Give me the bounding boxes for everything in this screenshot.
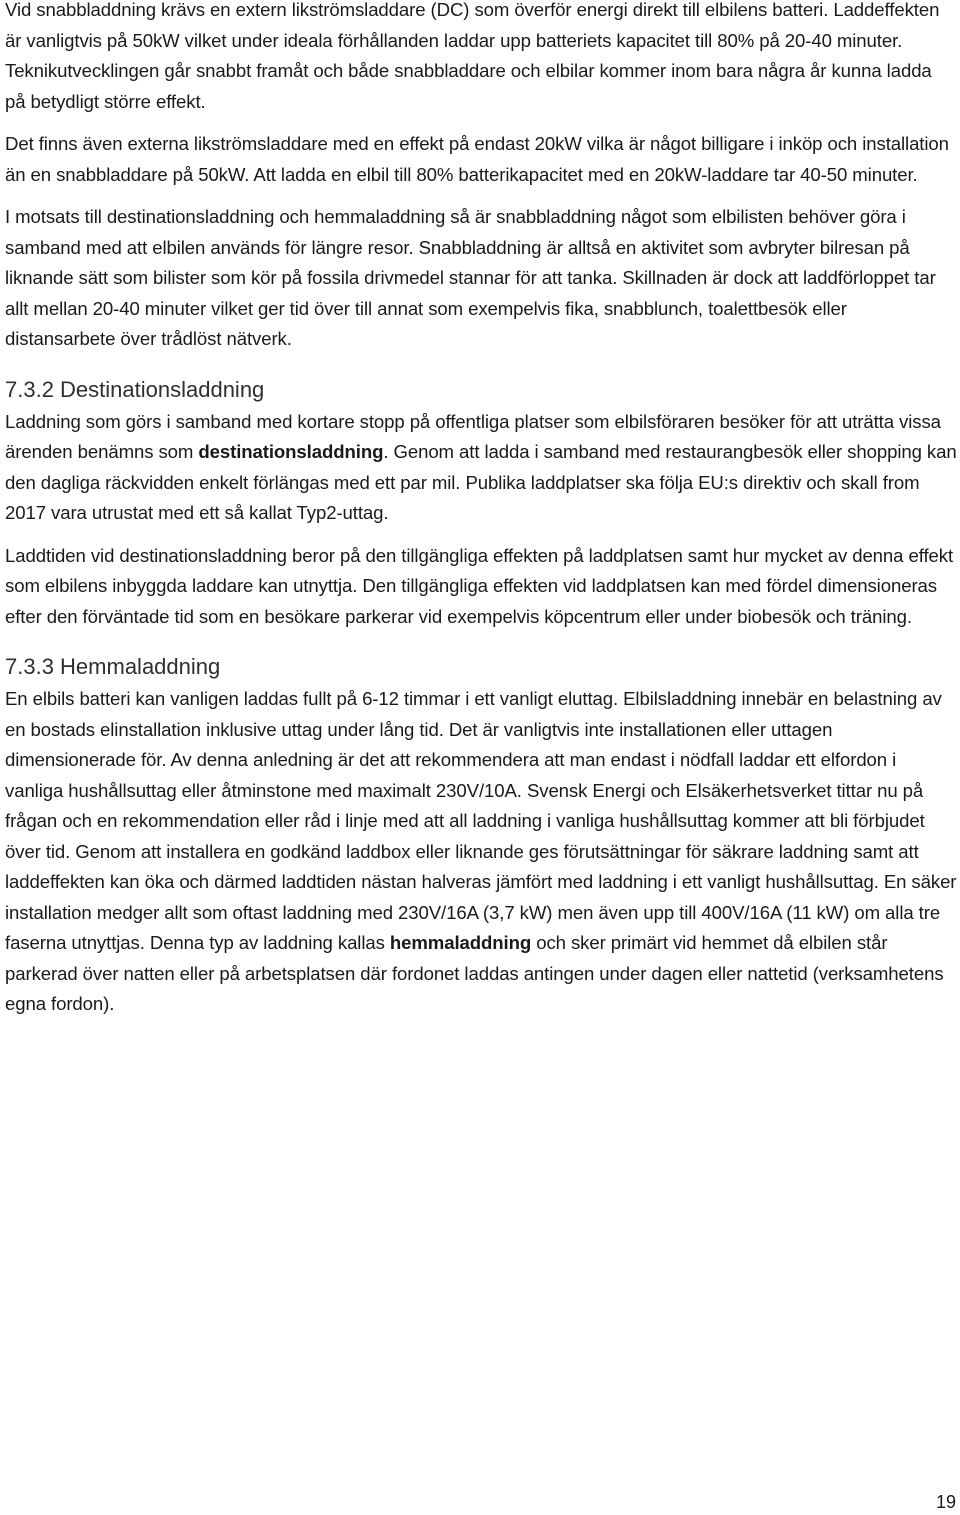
- paragraph-fast-charging-20kw: [5, 129, 957, 190]
- section-heading-home-charging: 7.3.3 Hemmaladdning: [5, 654, 221, 679]
- text-fragment: En elbils batteri kan vanligen laddas fullt på 6-12 timmar i ett vanligt eluttag. Elbilsladdning innebär en belastning av en bostads elinstallation inklusive uttag under lång tid. Det är vanligtvis inte installationen eller uttagen dimensionerade för. Av denna anledning är det att rekommendera att man endast i nödfall laddar ett elfordon i vanliga hushållsuttag eller åtminstone med maximalt 230V/10A. Svensk Energi och Elsäkerhetsverket tittar nu på frågan och en rekommendation eller råd i linje med att all laddning i vanliga hushållsuttag kommer att bli förbjudet över tid. Genom att installera en godkänd laddbox eller liknande ges förutsättningar för säkrare laddning samt att laddeffekten kan öka och därmed laddtiden nästan halveras jämfört med laddning i ett vanligt hushållsuttag. En säker installation medger allt som oftast laddning med 230V/16A (3,7 kW) men även upp till 400V/16A (11 kW) om alla tre faserna utnyttjas. Denna typ av laddning kallas: [5, 688, 957, 953]
- bold-term-destinationsladdning: destinationsladdning: [198, 441, 384, 462]
- paragraph-home-charging: [5, 684, 957, 1020]
- page-number: 19: [935, 1492, 956, 1512]
- bold-term-hemmaladdning: hemmaladdning: [389, 932, 532, 953]
- text-fragment: . Genom att ladda i samband med restaurangbesök eller shopping kan den dagliga räckvidden enkelt förlängas med ett par mil. Publika laddplatser ska följa EU:s direktiv och skall from 2017 vara utrustat med ett så kallat Typ2-uttag.: [5, 441, 957, 523]
- paragraph-destination-definition: [5, 407, 957, 529]
- section-heading-destination-charging: 7.3.2 Destinationsladdning: [5, 376, 265, 402]
- paragraph-fast-charging-dc: [5, 0, 957, 117]
- text-fragment: Skillnaden är dock att laddförloppet tar allt mellan 20-40 minuter vilket ger tid över till annat som exempelvis fika, snabblunch, toalettbesök eller distansarbete över trådlöst nätverk.: [5, 267, 936, 349]
- text-fragment: Teknikutvecklingen går snabbt framåt och både snabbladdare och elbilar kommer inom bara några år kunna ladda på betydligt större effekt.: [5, 60, 932, 112]
- text-fragment: Snabbladdning är alltså en aktivitet som avbryter bilresan på liknande sätt som bilister som kör på fossila drivmedel stannar för att tanka.: [5, 236, 910, 288]
- text-fragment: Den tillgängliga effekten vid laddplatsen kan med fördel dimensioneras efter den förväntade tid som en besökare parkerar vid exempelvis köpcentrum eller under biobesök och träning.: [5, 575, 937, 627]
- text-fragment: Laddtiden vid destinationsladdning beror på den tillgängliga effekten på laddplatsen samt hur mycket av denna effekt som elbilens inbyggda laddare kan utnyttja.: [5, 544, 954, 596]
- text-fragment: Laddning som görs i samband med kortare stopp på offentliga platser som elbilsföraren besöker för att uträtta vissa ärenden benämns som: [5, 410, 941, 462]
- text-fragment: Att ladda en elbil till 80% batterikapacitet med en 20kW-laddare tar 40-50 minuter.: [249, 163, 918, 185]
- text-fragment: Det finns även externa likströmsladdare med en effekt på endast 20kW vilka är något billigare i inköp och installation än en snabbladdare på 50kW.: [5, 133, 949, 185]
- paragraph-destination-charging-time: [5, 541, 957, 633]
- paragraph-fast-charging-comparison: [5, 202, 957, 355]
- document-page: [5, 0, 957, 1020]
- text-fragment: Vid snabbladdning krävs en extern likströmsladdare (DC) som överför energi direkt till elbilens batteri. Laddeffekten är vanligtvis på 50kW vilket under ideala förhållanden laddar upp batteriets kapacitet till 80% på 20-40 minuter.: [5, 0, 940, 51]
- text-fragment: I motsats till destinationsladdning och hemmaladdning så är snabbladdning något som elbilisten behöver göra i samband med att elbilen används för längre resor.: [5, 206, 906, 258]
- text-fragment: och sker primärt vid hemmet då elbilen står parkerad över natten eller på arbetsplatsen där fordonet laddas antingen under dagen eller nattetid (verksamhetens egna fordon).: [5, 932, 944, 1014]
